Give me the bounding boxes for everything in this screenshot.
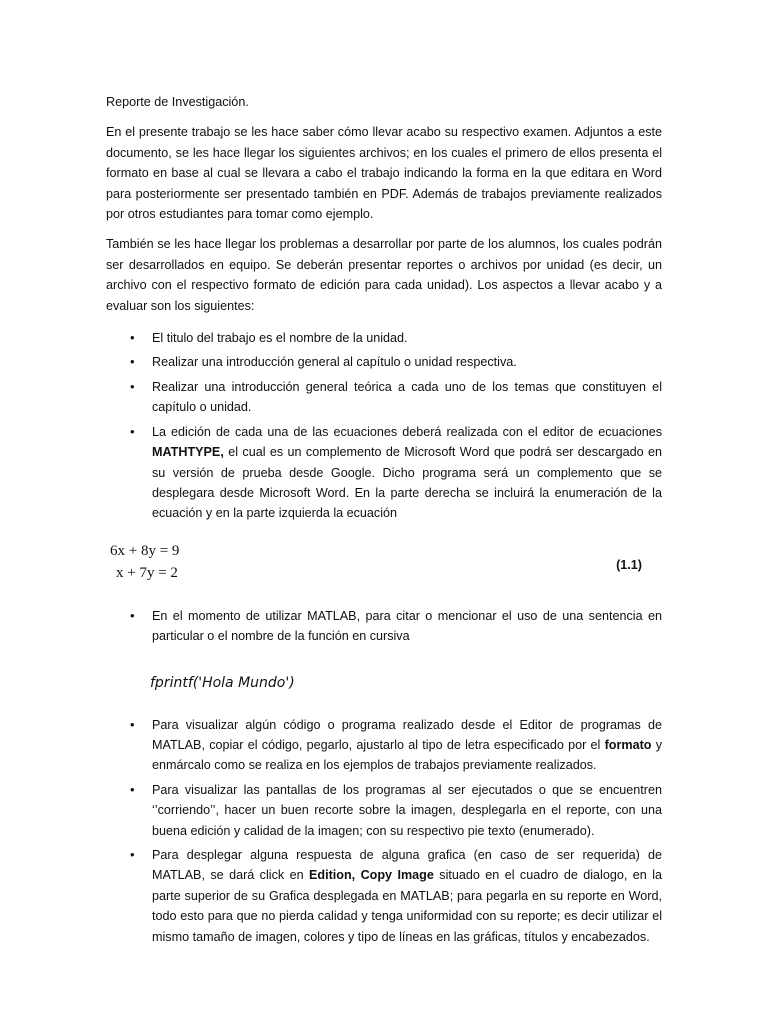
list-item-text: el cual es un complemento de Microsoft Word que podrá ser descargado en su versión de prueba desde Google. Dicho programa será un complemento que se desplegara desde Microsoft Word. En la parte derecha se incluirá la enumeración de la ecuación y en la parte izquierda la ecuación (152, 445, 662, 521)
equation-line: x + 7y = 2 (116, 564, 178, 581)
equation-line: 6x + 8y = 9 (110, 542, 180, 559)
document-title: Reporte de Investigación. (106, 95, 249, 109)
display-list (106, 715, 662, 947)
list-item-text: Para visualizar las pantallas de los programas al ser ejecutados o que se encuentren ‘’corriendo’’, hacer un buen recorte sobre la imagen, desplegarla en el reporte, con una buena edición y calidad de la imagen; con su respectivo pie texto (enumerado). (152, 782, 662, 838)
list-item-text: Para desplegar alguna respuesta de alguna grafica (en caso de ser requerida) de MATLAB, se dará click en (152, 847, 662, 883)
list-item-text: Para visualizar algún código o programa realizado desde el Editor de programas de MATLAB, copiar el código, pegarlo, ajustarlo al tipo de letra especificado por el (152, 717, 662, 752)
requirements-paragraph: También se les hace llegar los problemas a desarrollar por parte de los alumnos, los cuales podrán ser desarrollados en equipo. Se deberán presentar reportes o archivos por unidad (es decir, un archivo con el respectivo formato de edición para cada unidad). Los aspectos a llevar acabo y a evaluar son los siguientes: (106, 237, 662, 313)
bullet-icon: • (130, 354, 135, 370)
bullet-icon: • (130, 607, 135, 623)
bullet-icon: • (130, 716, 135, 732)
list-item (106, 606, 662, 647)
bullet-icon: • (130, 781, 135, 797)
bullet-icon: • (130, 378, 135, 394)
bullet-icon: • (130, 846, 135, 862)
equation-block (110, 540, 662, 588)
requirements-list (106, 328, 662, 524)
list-item (106, 377, 662, 418)
list-item (106, 352, 662, 372)
formato-bold: formato (604, 737, 652, 752)
list-item (106, 715, 662, 776)
matlab-list (106, 606, 662, 647)
list-item (106, 845, 662, 947)
list-item (106, 780, 662, 841)
mathtype-bold: MATHTYPE, (152, 445, 224, 460)
list-item-text: El titulo del trabajo es el nombre de la unidad. (152, 331, 408, 346)
bullet-icon: • (130, 423, 135, 439)
list-item-text: La edición de cada una de las ecuaciones deberá realizada con el editor de ecuaciones (152, 424, 662, 439)
list-item (106, 328, 662, 348)
list-item-text: situado en el cuadro de dialogo, en la parte superior de su Grafica desplegada en MATLAB; para pegarla en su reporte en Word, todo esto para que no pierda calidad y tenga uniformidad con su reporte; es decir utilizar el mismo tamaño de imagen, colores y tipo de líneas en las gráficas, títulos y encabezados. (152, 868, 662, 944)
code-example: fprintf('Hola Mundo') (150, 674, 295, 691)
list-item-text: Realizar una introducción general al capítulo o unidad respectiva. (152, 355, 517, 370)
intro-paragraph: En el presente trabajo se les hace saber cómo llevar acabo su respectivo examen. Adjuntos a este documento, se les hace llegar los siguientes archivos; en los cuales el primero de ellos presenta el formato en base al cual se llevara a cabo el trabajo indicando la forma en la que editara en Word para posteriormente ser presentado también en PDF. Además de trabajos previamente realizados por otros estudiantes para tomar como ejemplo. (106, 125, 662, 222)
list-item-text: Realizar una introducción general teórica a cada uno de los temas que constituyen el capítulo o unidad. (152, 379, 662, 415)
list-item (106, 422, 662, 524)
list-item-text: En el momento de utilizar MATLAB, para citar o mencionar el uso de una sentencia en particular o el nombre de la función en cursiva (152, 608, 662, 644)
bullet-icon: • (130, 330, 135, 346)
list-item-text: y enmárcalo como se realiza en los ejemplos de trabajos previamente realizados. (152, 737, 663, 773)
edition-copy-image-bold: Edition, Copy Image (309, 868, 434, 883)
equation-number: (1.1) (616, 557, 642, 572)
